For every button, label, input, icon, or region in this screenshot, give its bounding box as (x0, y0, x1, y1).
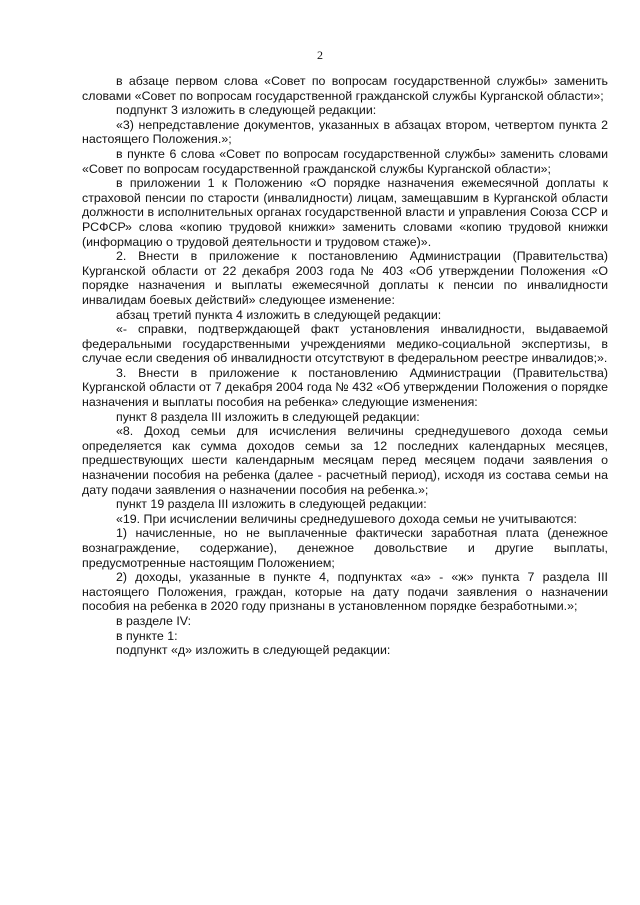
paragraph: «19. При исчислении величины среднедушевого дохода семьи не учитываются: (116, 511, 577, 526)
paragraph: в разделе IV: (116, 613, 192, 628)
page-number: 2 (317, 48, 323, 62)
paragraph: подпункт 3 изложить в следующей редакции: (116, 103, 377, 118)
paragraph: абзац третий пункта 4 изложить в следующей редакции: (116, 307, 442, 322)
paragraph: «- справки, подтверждающей факт установления инвалидности, выдаваемой федеральными государственными учреждениями медико-социальной экспертизы, в случае если сведения об инвалидности отсутствуют в федеральном реестре инвалидов;». (82, 322, 608, 366)
paragraph: в приложении 1 к Положению «О порядке назначения ежемесячной доплаты к страховой пенсии по старости (инвалидности) лицам, замещавшим в Курганской области должности в исполнительных органах государственной власти и управления Союза ССР и РСФСР» слова «копию трудовой книжки» заменить словами «копию трудовой книжки (информацию о трудовой деятельности и трудовом стаже)». (82, 176, 608, 249)
paragraph: 2) доходы, указанные в пункте 4, подпунктах «а» - «ж» пункта 7 раздела III настоящего Положения, граждан, которые на дату подачи заявления о назначении пособия на ребенка в 2020 году признаны в установленном порядке безработными.»; (82, 570, 608, 614)
paragraph: в абзаце первом слова «Совет по вопросам государственной службы» заменить словами «Совет по вопросам государственной гражданской службы Курганской области»; (82, 74, 608, 103)
paragraph: «3) непредставление документов, указанных в абзацах втором, четвертом пункта 2 настоящего Положения.»; (82, 117, 608, 147)
paragraph: 1) начисленные, но не выплаченные фактически заработная плата (денежное вознаграждение, содержание), денежное довольствие и другие выплаты, предусмотренные настоящим Положением; (82, 526, 608, 570)
paragraph: 3. Внести в приложение к постановлению Администрации (Правительства) Курганской области от 7 декабря 2004 года № 432 «Об утверждении Положения о порядке назначения и выплаты пособия на ребенка» следующие изменения: (82, 365, 608, 410)
paragraph: подпункт «д» изложить в следующей редакции: (116, 643, 391, 658)
paragraph: пункт 19 раздела III изложить в следующей редакции: (116, 497, 427, 512)
document-body (82, 74, 608, 658)
paragraph: 2. Внести в приложение к постановлению Администрации (Правительства) Курганской области от 22 декабря 2003 года № 403 «Об утверждении Положения «О порядке назначения и выплаты ежемесячной доплаты к пенсии по инвалидности инвалидам боевых действий» следующее изменение: (82, 249, 608, 307)
paragraph: «8. Доход семьи для исчисления величины среднедушевого дохода семьи определяется как сумма доходов семьи за 12 последних календарных месяцев, предшествующих шести календарным месяцам перед месяцем подачи заявления о назначении пособия на ребенка (далее - расчетный период), исходя из состава семьи на дату подачи заявления о назначении пособия на ребенка.»; (82, 424, 608, 497)
paragraph: в пункте 1: (116, 628, 178, 643)
paragraph: пункт 8 раздела III изложить в следующей редакции: (116, 409, 420, 424)
paragraph: в пункте 6 слова «Совет по вопросам государственной службы» заменить словами «Совет по вопросам государственной гражданской службы Курганской области»; (82, 146, 608, 176)
